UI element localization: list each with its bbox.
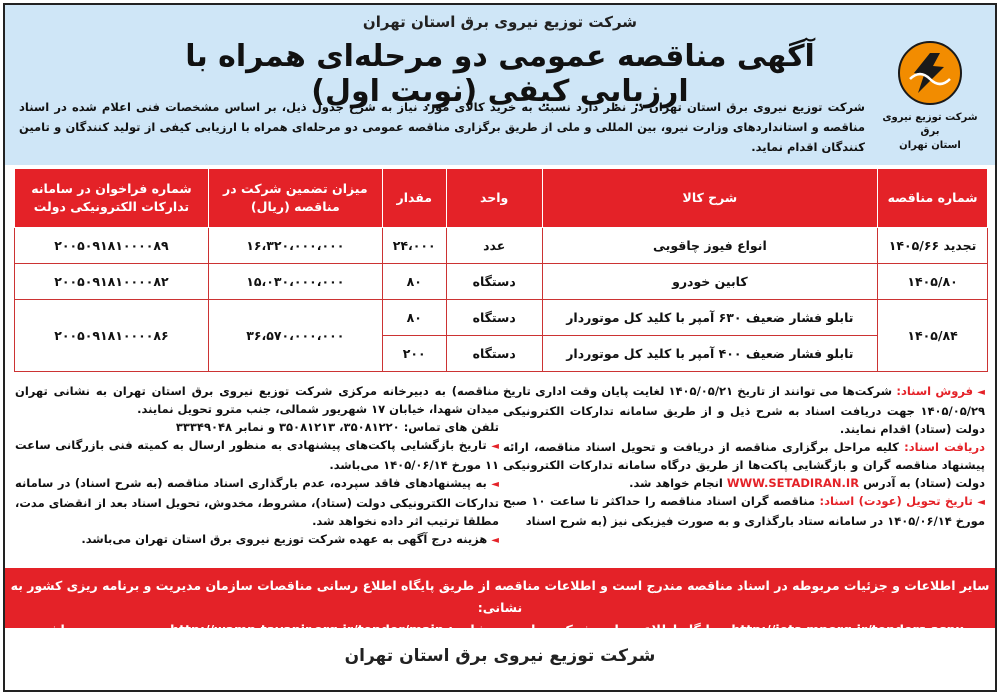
delivery-label: تاریخ تحویل (عودت) اسناد: <box>819 494 973 508</box>
rejection-text: به پیشنهادهای فاقد سپرده، عدم بارگذاری اسناد مناقصه (به شرح اسناد) در سامانه تدارکات الکترونیکی دولت (ستاد)، مشروط، مخدوش، تحویل اسناد بعد از انقضای مدت، مطلقا ترتیب اثر داده نخواهد شد. <box>15 476 499 528</box>
receive-tail: انجام خواهد شد. <box>629 476 723 490</box>
cell-description: کابین خودرو <box>542 264 877 300</box>
notice-title: آگهی مناقصه عمومی دو مرحله‌ای همراه با ارزیابی کیفی (نوبت اول) <box>185 39 815 109</box>
info-band <box>5 568 995 637</box>
triangle-bullet-icon: ◄ <box>491 479 499 490</box>
table-header-row <box>15 169 988 228</box>
cell-unit: عدد <box>446 228 542 264</box>
tender-notice <box>3 3 997 692</box>
receive-text: کلیه مراحل برگزاری مناقصه از دریافت و تحویل اسناد مناقصه، ارائه پیشنهاد مناقصه گران و بازگشایی پاکت‌ها از طریق درگاه سامانه تدارکات الکترونیکی دولت (ستاد) به آدرس <box>503 440 985 490</box>
receive-label: دریافت اسناد: <box>904 440 985 454</box>
table-row <box>15 264 988 300</box>
cell-tender-no: ۱۴۰۵/۸۴ <box>878 300 988 372</box>
cell-quantity: ۸۰ <box>382 300 446 336</box>
cell-description: تابلو فشار ضعیف ۴۰۰ آمپر با کلید کل موتوردار <box>542 336 877 372</box>
footer-company: شرکت توزیع نیروی برق استان تهران <box>344 646 656 666</box>
cell-quantity: ۸۰ <box>382 264 446 300</box>
sale-label: فروش اسناد: <box>896 384 974 398</box>
company-name-top: شرکت توزیع نیروی برق استان تهران <box>362 13 638 31</box>
info-band-line2[interactable]: http://iets.mporg.ir/tenders.aspx و پایگاه اطلاع رسانی شرکت توانیر به نشانی: http://wamp.tavanir.org.ir/tender/main در دسترس می باشد. <box>36 622 964 637</box>
opening-date-text: تاریخ بازگشایی پاکت‌های پیشنهادی به منظور ارسال به کمیته فنی بازرگانی ساعت ۱۱ مورخ ۱۴۰۵/۰۶/۱۴ می‌باشد. <box>15 438 499 472</box>
items-table <box>14 168 988 372</box>
cell-guarantee: ۳۶،۵۷۰،۰۰۰،۰۰۰ <box>208 300 382 372</box>
triangle-bullet-icon: ◄ <box>977 497 985 508</box>
sale-section <box>503 382 985 438</box>
receive-section <box>503 438 985 492</box>
triangle-bullet-icon: ◄ <box>491 441 499 452</box>
phone-text: تلفن های تماس: ۳۵۰۸۱۲۲۰، ۳۵۰۸۱۲۱۳ و نمابر ۳۳۳۴۹۰۴۸ <box>175 420 499 434</box>
company-logo <box>875 41 985 161</box>
cell-tender-no: تجدید ۱۴۰۵/۶۶ <box>878 228 988 264</box>
delivery-text: مناقصه گران اسناد مناقصه را حداکثر تا ساعت ۱۰ صبح مورخ ۱۴۰۵/۰۶/۱۴ در سامانه ستاد بارگذاری و به صورت فیزیکی نیز (به شرح اسناد <box>503 494 985 528</box>
cell-unit: دستگاه <box>446 336 542 372</box>
triangle-bullet-icon: ◄ <box>977 387 985 398</box>
ad-cost-item <box>15 530 499 550</box>
header-unit: واحد <box>446 169 542 228</box>
setad-link[interactable]: WWW.SETADIRAN.IR <box>726 476 860 490</box>
body-right-column <box>503 382 985 565</box>
table-row <box>15 300 988 336</box>
cell-quantity: ۲۰۰ <box>382 336 446 372</box>
cell-guarantee: ۱۵،۰۳۰،۰۰۰،۰۰۰ <box>208 264 382 300</box>
notice-body <box>15 382 985 565</box>
logo-text-line1: شرکت توزیع نیروی برق <box>882 112 978 137</box>
lightning-logo-icon <box>898 41 962 105</box>
sale-text: شرکت‌ها می توانند از تاریخ ۱۴۰۵/۰۵/۲۱ لغایت پایان وقت اداری تاریخ ۱۴۰۵/۰۵/۲۹ جهت دریافت اسناد به شرح ذیل و از طریق سامانه تدارکات الکترونیکی دولت (ستاد) اقدام نمایند. <box>503 384 985 436</box>
cell-unit: دستگاه <box>446 300 542 336</box>
cell-tender-no: ۱۴۰۵/۸۰ <box>878 264 988 300</box>
header-guarantee: میزان تضمین شرکت در مناقصه (ریال) <box>208 169 382 228</box>
cell-quantity: ۲۴،۰۰۰ <box>382 228 446 264</box>
cell-description: انواع فیوز چاقویی <box>542 228 877 264</box>
cell-call-no: ۲۰۰۵۰۹۱۸۱۰۰۰۰۸۲ <box>15 264 209 300</box>
cell-call-no: ۲۰۰۵۰۹۱۸۱۰۰۰۰۸۹ <box>15 228 209 264</box>
opening-date-item <box>15 436 499 474</box>
cell-guarantee: ۱۶،۳۲۰،۰۰۰،۰۰۰ <box>208 228 382 264</box>
delivery-section <box>503 492 985 530</box>
body-left-column <box>15 382 499 565</box>
info-band-line1: سایر اطلاعات و جزئیات مربوطه در اسناد مناقصه مندرج است و اطلاعات مناقصه از طریق پایگاه اطلاع رسانی مناقصات سازمان مدیریت و برنامه ریزی کشور به نشانی: <box>10 578 990 615</box>
ad-cost-text: هزینه درج آگهی به عهده شرکت توزیع نیروی برق استان تهران می‌باشد. <box>81 532 488 546</box>
header-quantity: مقدار <box>382 169 446 228</box>
logo-text-line2: استان تهران <box>899 140 961 151</box>
header-tender-no: شماره مناقصه <box>878 169 988 228</box>
cell-unit: دستگاه <box>446 264 542 300</box>
header-call-no: شماره فراخوان در سامانه تدارکات الکترونیکی دولت <box>15 169 209 228</box>
cell-call-no: ۲۰۰۵۰۹۱۸۱۰۰۰۰۸۶ <box>15 300 209 372</box>
table-row <box>15 228 988 264</box>
address-text: مناقصه) به دبیرخانه مرکزی شرکت توزیع نیروی برق استان تهران به نشانی تهران میدان شهدا، خیابان ۱۷ شهریور شمالی، جنب مترو تحویل نمایند. <box>15 384 499 416</box>
triangle-bullet-icon: ◄ <box>491 535 499 546</box>
intro-paragraph: شرکت توزیع نیروی برق استان تهران در نظر دارد نسبت به خرید کالای مورد نیاز به شرح جدول ذیل، بر اساس مشخصات فنی اعلام شده در اسناد مناقصه و استانداردهای وزارت نیرو، بین المللی و ملی از طریق برگزاری مناقصه عمومی دو مرحله‌ای همراه با ارزیابی کیفی از تولید کنندگان و تامین کنندگان اقدام نماید. <box>19 100 865 154</box>
header-description: شرح کالا <box>542 169 877 228</box>
header-panel <box>5 5 995 165</box>
cell-description: تابلو فشار ضعیف ۶۳۰ آمپر با کلید کل موتوردار <box>542 300 877 336</box>
rejection-item <box>15 474 499 530</box>
